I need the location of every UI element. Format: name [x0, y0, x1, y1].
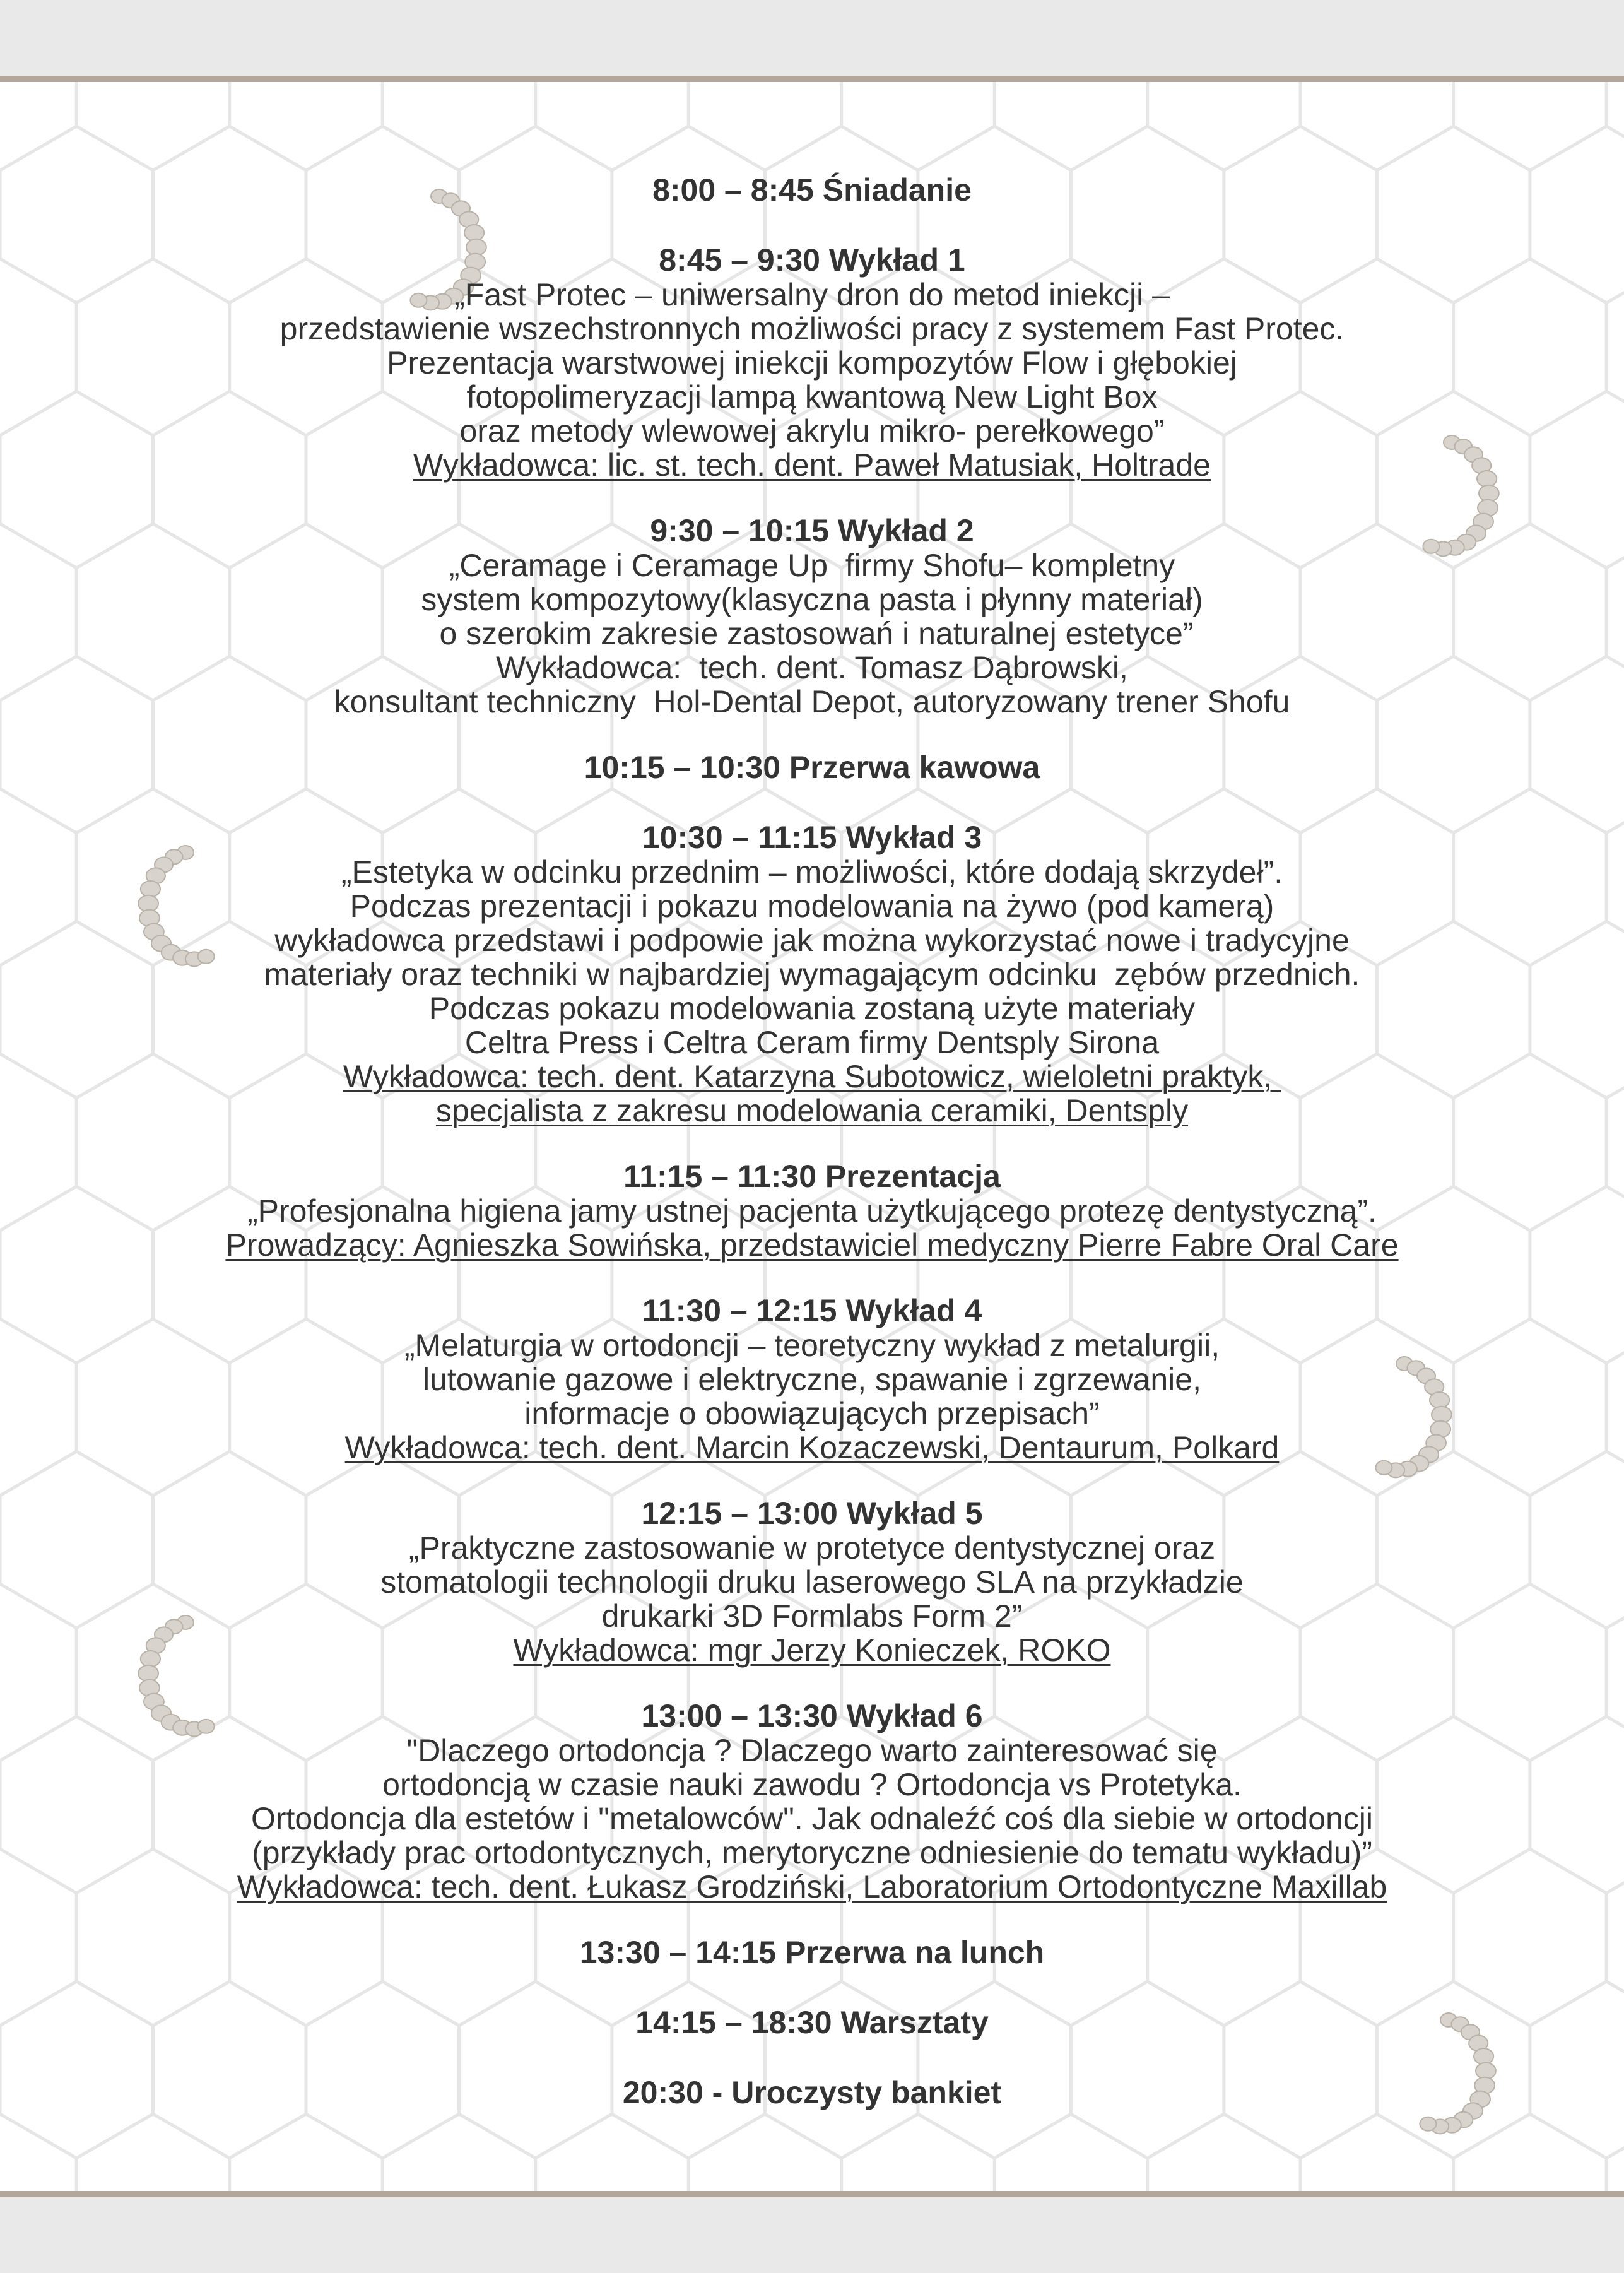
lecturer-row — [118, 1094, 1506, 1128]
schedule-time-title: 9:30 – 10:15 Wykład 2 — [650, 513, 974, 548]
lecturer-row — [118, 1431, 1506, 1465]
schedule-time-title: 13:00 – 13:30 Wykład 6 — [641, 1698, 983, 1733]
description-line: „Fast Protec – uniwersalny dron do metod iniekcji – — [454, 277, 1170, 312]
description-line: lutowanie gazowe i elektryczne, spawanie i zgrzewanie, — [423, 1362, 1201, 1397]
description-line: Celtra Press i Celtra Ceram firmy Dentsply Sirona — [464, 1025, 1160, 1060]
description-line: Podczas pokazu modelowania zostaną użyte materiały — [428, 991, 1196, 1026]
description-line: ortodoncją w czasie nauki zawodu ? Ortodoncja vs Protetyka. — [382, 1767, 1242, 1802]
description-line: Wykładowca: tech. dent. Tomasz Dąbrowski, — [496, 650, 1128, 685]
description-line: konsultant techniczny Hol-Dental Depot, autoryzowany trener Shofu — [334, 684, 1290, 719]
lecturer-line: Wykładowca: lic. st. tech. dent. Paweł Matusiak, Holtrade — [413, 447, 1211, 483]
lecturer-row — [118, 448, 1506, 482]
schedule-time-title: 11:15 – 11:30 Prezentacja — [623, 1159, 1001, 1194]
lecturer-row — [118, 1228, 1506, 1262]
description-line: Prezentacja warstwowej iniekcji kompozytów Flow i głębokiej — [387, 345, 1237, 381]
lecturer-line: Wykładowca: tech. dent. Łukasz Grodziński, Laboratorium Ortodontyczne Maxillab — [237, 1869, 1387, 1904]
schedule-time-title: 10:30 – 11:15 Wykład 3 — [642, 820, 982, 855]
lecturer-row — [118, 1060, 1506, 1094]
schedule-time-title: 10:15 – 10:30 Przerwa kawowa — [584, 750, 1040, 785]
description-line: „Profesjonalna higiena jamy ustnej pacjenta użytkującego protezę dentystyczną”. — [247, 1193, 1377, 1229]
description-line: „Ceramage i Ceramage Up firmy Shofu– kompletny — [449, 548, 1175, 583]
schedule-item — [118, 1699, 1506, 1904]
description-line: przedstawienie wszechstronnych możliwości pracy z systemem Fast Protec. — [279, 311, 1345, 346]
schedule-time-title: 14:15 – 18:30 Warsztaty — [635, 2005, 989, 2040]
description-line: (przykłady prac ortodontycznych, merytoryczne odniesienie do tematu wykładu)” — [252, 1835, 1372, 1870]
description-line: "Dlaczego ortodoncja ? Dlaczego warto zainteresować się — [406, 1733, 1218, 1768]
event-schedule — [118, 173, 1506, 2146]
schedule-time-title: 11:30 – 12:15 Wykład 4 — [642, 1293, 982, 1328]
lecturer-line: Wykładowca: tech. dent. Marcin Kozaczewski, Dentaurum, Polkard — [344, 1430, 1280, 1465]
schedule-item — [118, 243, 1506, 482]
description-line: „Estetyka w odcinku przednim – możliwości, które dodają skrzydeł”. — [341, 854, 1283, 890]
schedule-item — [118, 514, 1506, 719]
schedule-item — [118, 2075, 1506, 2110]
description-line: drukarki 3D Formlabs Form 2” — [601, 1598, 1023, 1634]
schedule-time-title: 8:45 – 9:30 Wykład 1 — [659, 242, 965, 278]
lecturer-line: specjalista z zakresu modelowania ceramiki, Dentsply — [435, 1093, 1189, 1128]
schedule-item — [118, 750, 1506, 785]
schedule-item — [118, 2005, 1506, 2040]
schedule-time-title: 13:30 – 14:15 Przerwa na lunch — [579, 1935, 1045, 1970]
schedule-time-title: 12:15 – 13:00 Wykład 5 — [641, 1496, 983, 1531]
description-line: Ortodoncja dla estetów i "metalowców". Jak odnaleźć coś dla siebie w ortodoncji — [250, 1801, 1374, 1836]
schedule-item — [118, 1935, 1506, 1970]
program-page — [0, 76, 1624, 2197]
description-line: oraz metody wlewowej akrylu mikro- perełkowego” — [459, 413, 1165, 449]
description-line: wykładowca przedstawi i podpowie jak można wykorzystać nowe i tradycyjne — [274, 923, 1350, 958]
description-line: „Praktyczne zastosowanie w protetyce dentystycznej oraz — [408, 1530, 1216, 1566]
schedule-item — [118, 1496, 1506, 1667]
lecturer-line: Wykładowca: mgr Jerzy Konieczek, ROKO — [513, 1632, 1111, 1668]
description-line: fotopolimeryzacji lampą kwantową New Light Box — [466, 379, 1158, 415]
description-line: informacje o obowiązujących przepisach” — [524, 1396, 1100, 1431]
schedule-time-title: 20:30 - Uroczysty bankiet — [622, 2075, 1002, 2110]
schedule-item — [118, 173, 1506, 208]
schedule-item — [118, 820, 1506, 1128]
schedule-time-title: 8:00 – 8:45 Śniadanie — [652, 172, 972, 208]
description-line: Podczas prezentacji i pokazu modelowania na żywo (pod kamerą) — [350, 889, 1274, 924]
lecturer-line: Prowadzący: Agnieszka Sowińska, przedstawiciel medyczny Pierre Fabre Oral Care — [225, 1227, 1399, 1263]
lecturer-row — [118, 1870, 1506, 1904]
lecturer-row — [118, 1633, 1506, 1667]
schedule-item — [118, 1294, 1506, 1465]
lecturer-line: Wykładowca: tech. dent. Katarzyna Subotowicz, wieloletni praktyk, — [343, 1059, 1281, 1094]
description-line: system kompozytowy(klasyczna pasta i płynny materiał) — [421, 582, 1203, 617]
description-line: stomatologii technologii druku laserowego SLA na przykładzie — [380, 1564, 1244, 1600]
description-line: o szerokim zakresie zastosowań i naturalnej estetyce” — [430, 616, 1194, 651]
description-line: materiały oraz techniki w najbardziej wymagającym odcinku zębów przednich. — [264, 957, 1360, 992]
schedule-item — [118, 1159, 1506, 1262]
description-line: „Melaturgia w ortodoncji – teoretyczny wykład z metalurgii, — [404, 1328, 1220, 1363]
